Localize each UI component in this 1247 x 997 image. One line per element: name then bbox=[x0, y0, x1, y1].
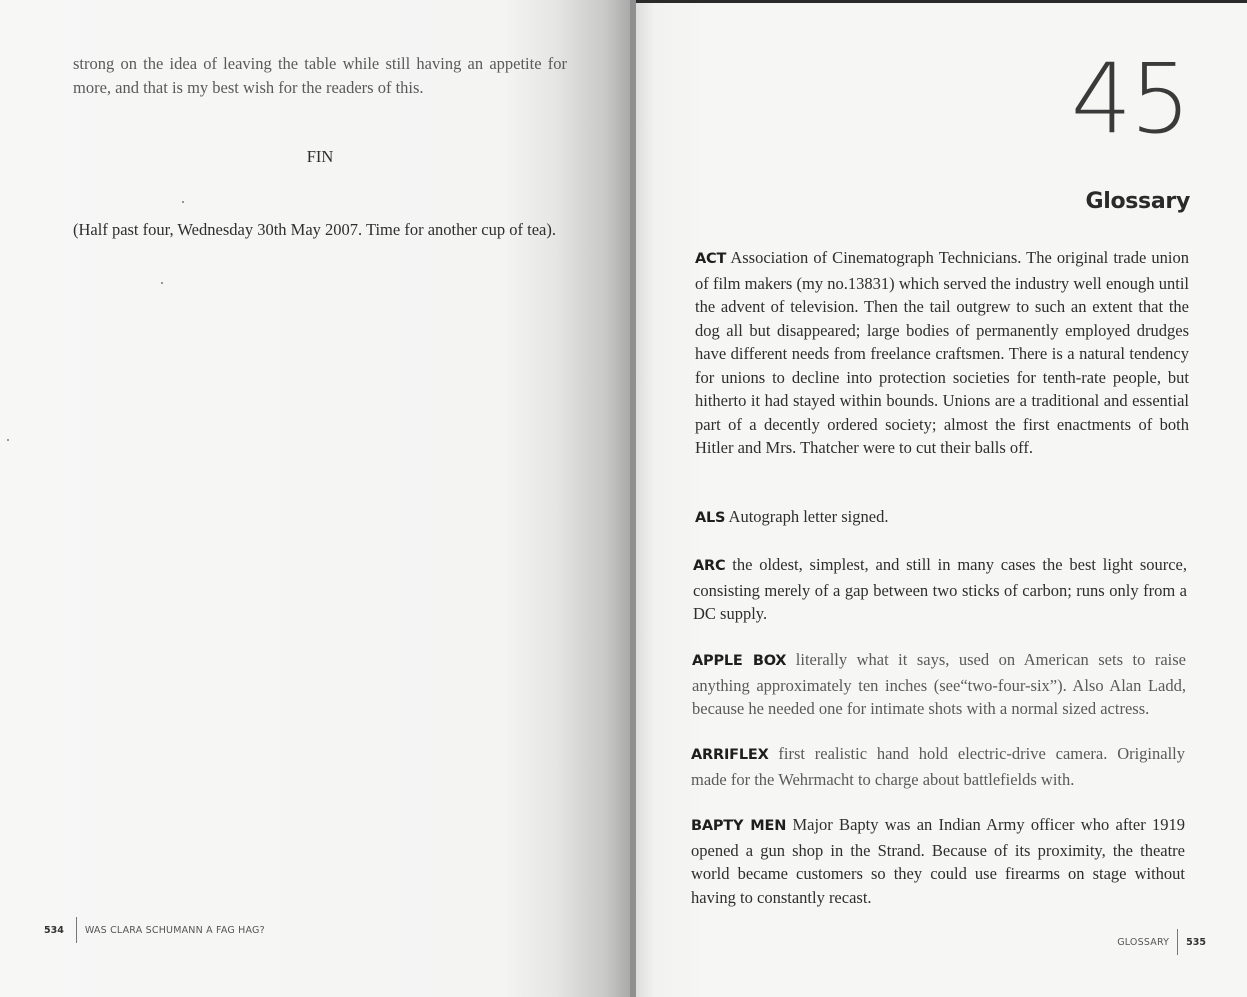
page-number: 534 bbox=[44, 924, 64, 936]
left-page-footer bbox=[44, 917, 265, 943]
glossary-term: ALS bbox=[695, 510, 726, 526]
closing-note: (Half past four, Wednesday 30th May 2007. Time for another cup of tea). bbox=[73, 220, 556, 239]
running-head: WAS CLARA SCHUMANN A FAG HAG? bbox=[84, 924, 265, 936]
glossary-term: BAPTY MEN bbox=[691, 818, 787, 834]
glossary-term: ARRIFLEX bbox=[691, 747, 769, 763]
glossary-term: APPLE BOX bbox=[692, 653, 787, 669]
glossary-entry bbox=[695, 246, 1189, 460]
footer-divider bbox=[76, 917, 77, 943]
paper-speck bbox=[182, 201, 184, 203]
running-head: GLOSSARY bbox=[1117, 936, 1170, 948]
right-page-footer bbox=[1117, 929, 1206, 955]
glossary-term: ARC bbox=[693, 558, 726, 574]
glossary-entry bbox=[695, 505, 1189, 531]
closing-paragraph: strong on the idea of leaving the table while still having an appetite for more, and that is my best wish for the readers of this. bbox=[73, 54, 567, 97]
glossary-definition: Association of Cinematograph Technicians. The original trade union of film makers (my no.13831) which served the industry well enough until the advent of television. Then the tail outgrew to such an extent that the dog all but disappeared; large bodies of permanently employed drudges have different needs from freelance craftsmen. There is a natural tendency for unions to decline into protection societies for tenth-rate people, but hitherto it had stayed within bounds. Unions are a traditional and essential part of a decently ordered society; almost the first enactments of both Hitler and Mrs. Thatcher were to cut their balls off. bbox=[695, 248, 1189, 457]
glossary-definition: first realistic hand hold electric-drive camera. Originally made for the Wehrmacht to charge about battlefields with. bbox=[691, 744, 1186, 789]
glossary-entry bbox=[693, 553, 1187, 626]
glossary-definition: the oldest, simplest, and still in many cases the best light source, consisting merely of a gap between two sticks of carbon; runs only from a DC supply. bbox=[693, 555, 1188, 623]
glossary-entry bbox=[691, 813, 1185, 909]
paper-speck bbox=[161, 282, 163, 284]
glossary-entry bbox=[691, 742, 1185, 791]
glossary-definition: literally what it says, used on American sets to raise anything approximately ten inches (see“two-four-six”). Also Alan Ladd, because he needed one for intimate shots with a normal sized actress. bbox=[692, 650, 1186, 718]
glossary-definition: Autograph letter signed. bbox=[728, 507, 889, 526]
chapter-title: Glossary bbox=[1085, 189, 1190, 214]
glossary-definition: Major Bapty was an Indian Army officer who after 1919 opened a gun shop in the Strand. Because of its proximity, the theatre world became customers so they could use firearms on stage without having to constantly recast. bbox=[691, 815, 1185, 907]
footer-divider bbox=[1177, 929, 1178, 955]
page-number: 535 bbox=[1186, 936, 1206, 948]
chapter-number: 45 bbox=[1070, 43, 1189, 155]
glossary-term: ACT bbox=[695, 251, 727, 267]
paper-speck bbox=[7, 439, 9, 441]
right-page bbox=[636, 0, 1247, 997]
glossary-entry bbox=[692, 648, 1186, 721]
fin-marker: FIN bbox=[306, 147, 334, 166]
